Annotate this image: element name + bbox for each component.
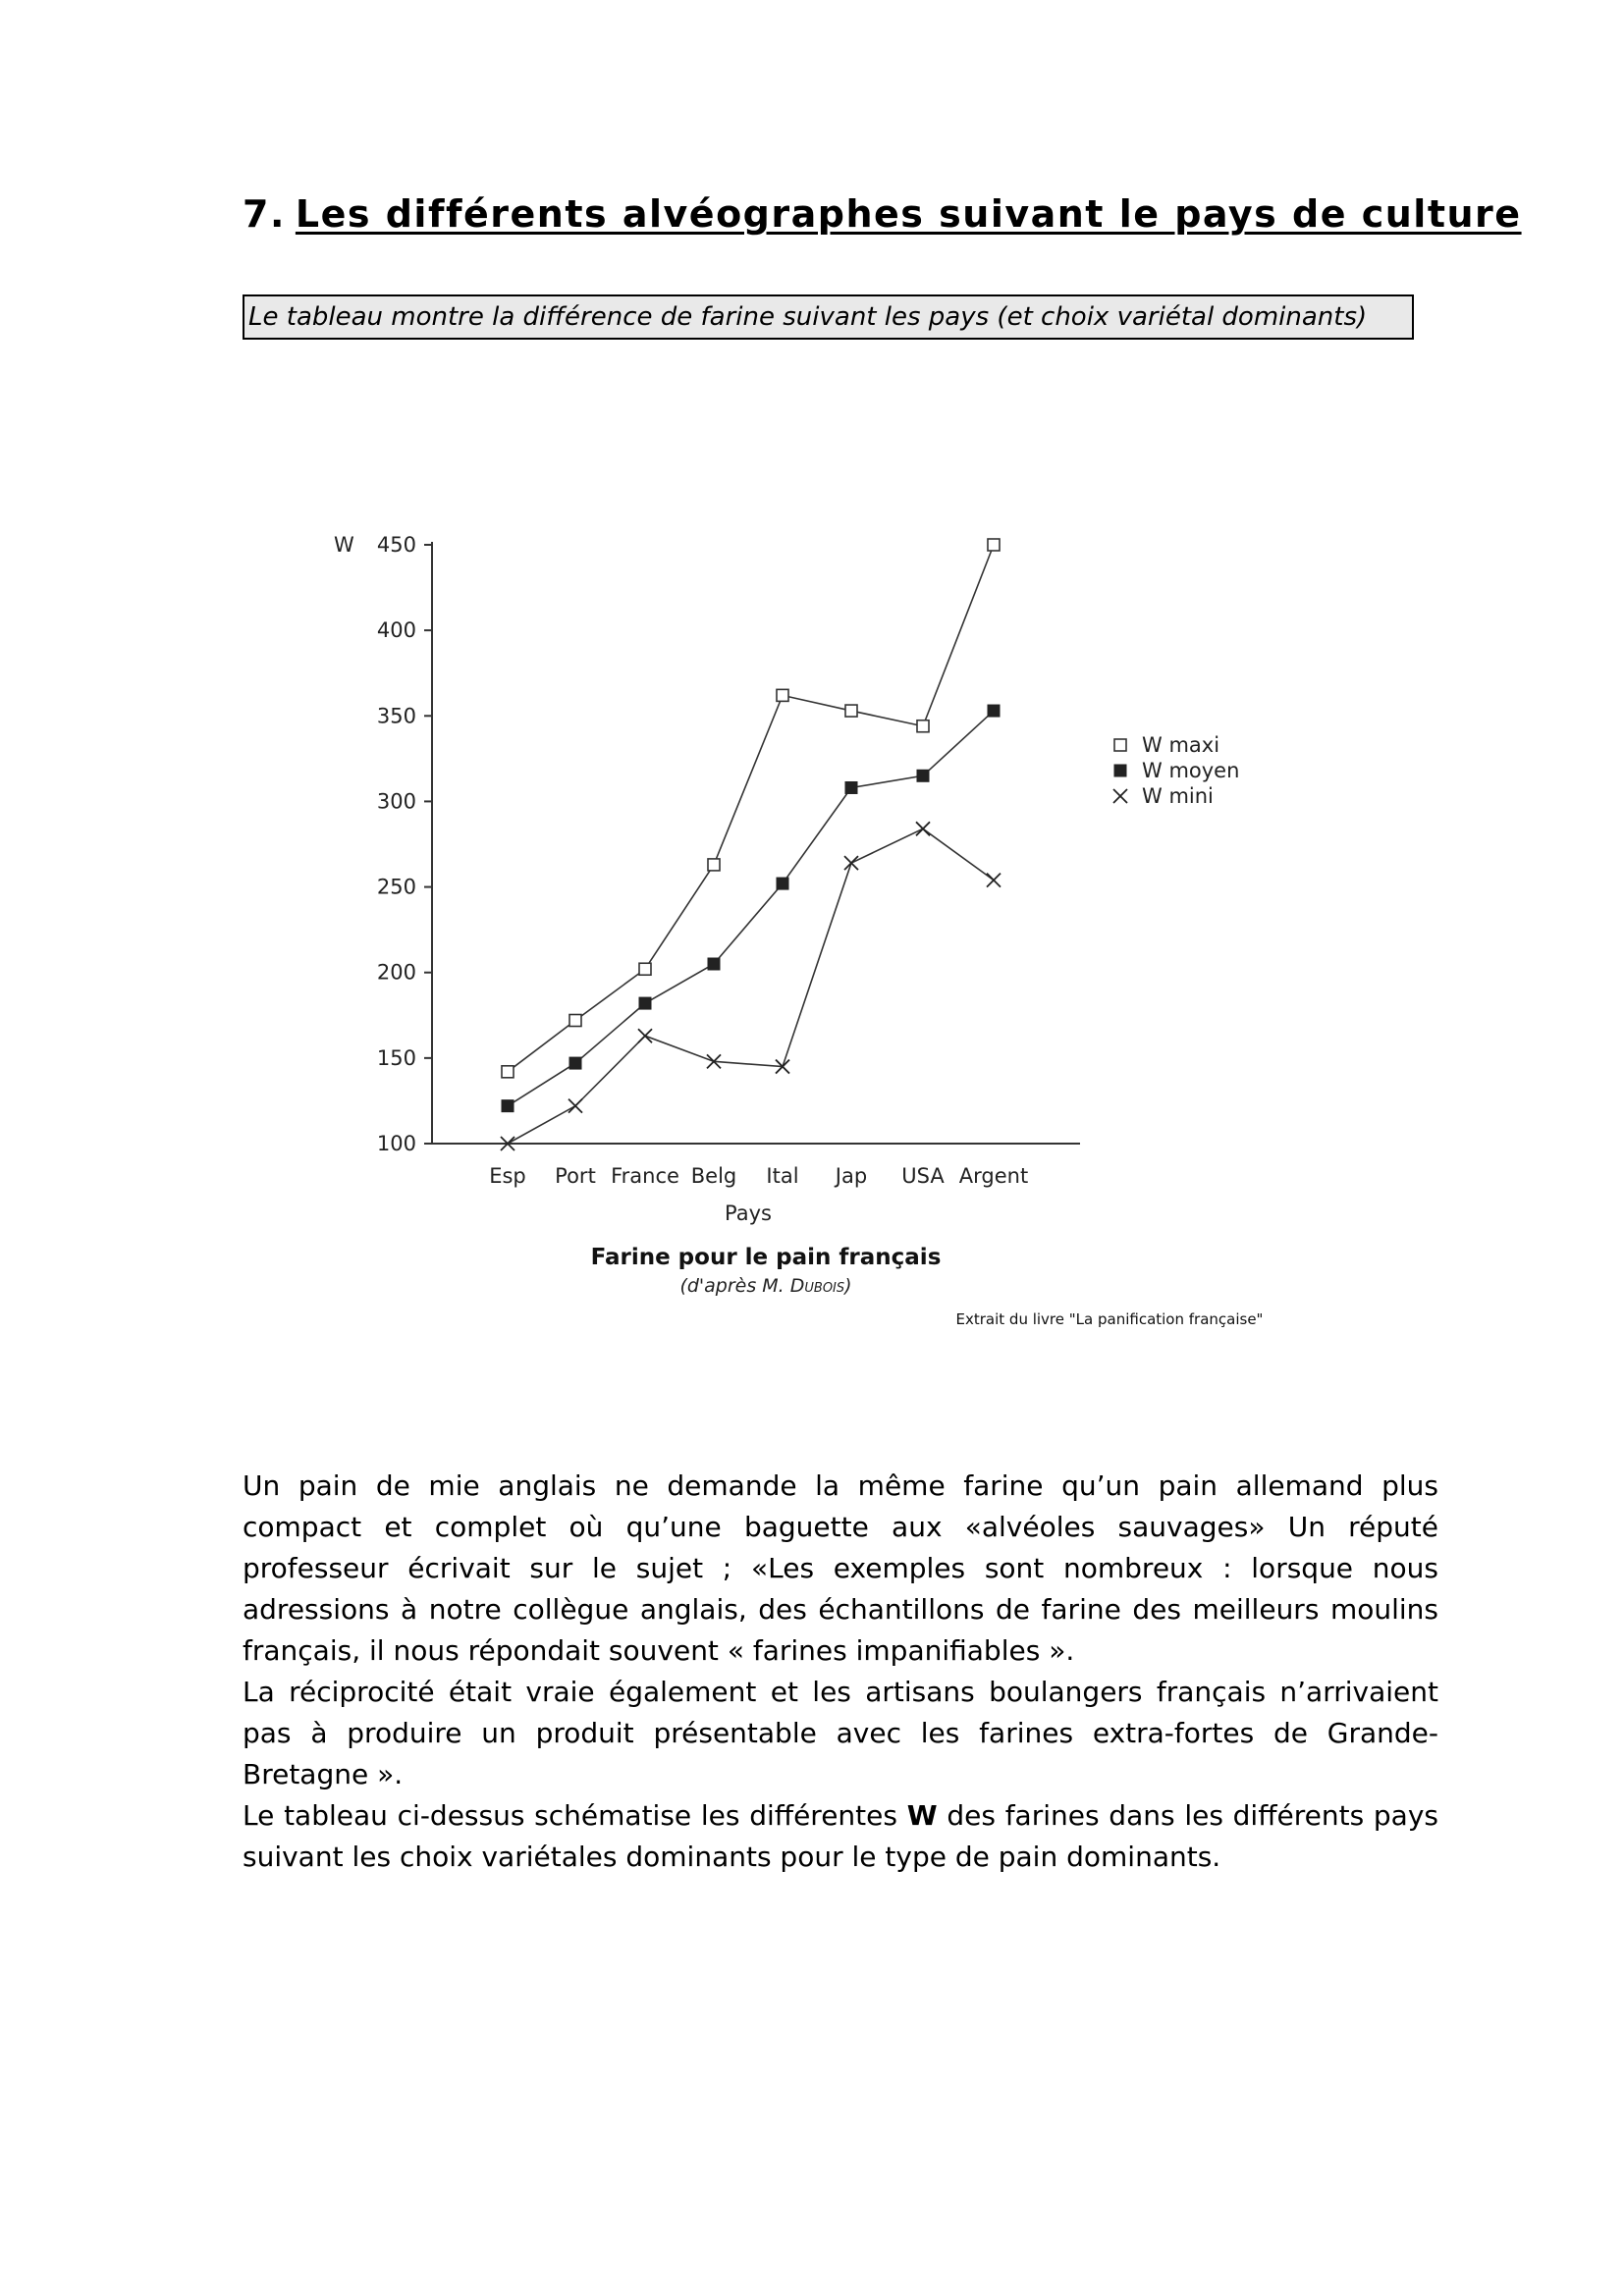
data-point-1-2 [569, 1015, 581, 1027]
y-tick-label: 150 [376, 1045, 416, 1070]
y-tick-label: 450 [376, 533, 416, 557]
x-axis-label: Pays [725, 1201, 772, 1225]
legend-marker-2 [1114, 765, 1126, 776]
y-tick-label: 400 [376, 618, 416, 643]
section-title: Les différents alvéographes suivant le pays de culture [295, 192, 1522, 236]
y-tick-label: 300 [376, 789, 416, 814]
chart-caption: Le tableau montre la différence de farine suivant les pays (et choix variétal dominants) [243, 294, 1414, 340]
chart-legend [1113, 733, 1239, 808]
x-tick-label: France [611, 1164, 679, 1188]
y-tick-label: 200 [376, 960, 416, 985]
series-line-1 [508, 545, 994, 1072]
chart-subtitle: (d'après M. Dubois) [679, 1275, 852, 1297]
legend-marker-3 [1113, 789, 1127, 803]
data-point-3-6 [844, 856, 858, 870]
x-tick-label: Port [555, 1164, 596, 1188]
data-point-1-8 [988, 539, 1000, 551]
y-axis-label: W [334, 533, 354, 557]
data-point-2-1 [502, 1100, 514, 1112]
data-point-1-1 [502, 1066, 514, 1078]
data-point-1-3 [639, 963, 651, 975]
series-line-3 [508, 828, 994, 1144]
data-point-1-7 [917, 721, 929, 732]
data-point-3-8 [987, 874, 1001, 887]
paragraph-3: Le tableau ci-dessus schématise les différentes W des farines dans les différents pays suivant les choix variétales dominants pour le type de pain dominants. [243, 1799, 1439, 1873]
y-tick-label: 250 [376, 875, 416, 899]
chart-subtitle-name: Dubois [789, 1275, 845, 1297]
data-point-2-8 [988, 705, 1000, 717]
data-point-2-7 [917, 770, 929, 781]
data-point-2-5 [777, 878, 788, 889]
data-point-3-2 [568, 1099, 582, 1113]
data-point-2-2 [569, 1057, 581, 1069]
data-point-1-5 [777, 689, 788, 701]
legend-label-2: W moyen [1142, 759, 1240, 782]
y-tick-label: 350 [376, 704, 416, 728]
x-tick-label: USA [901, 1164, 945, 1188]
w-emphasis: W [906, 1799, 938, 1832]
legend-marker-1 [1114, 739, 1126, 751]
data-point-2-4 [708, 958, 720, 970]
x-tick-label: Belg [690, 1164, 737, 1188]
data-point-3-7 [916, 822, 930, 835]
legend-label-1: W maxi [1142, 733, 1220, 757]
data-point-2-3 [639, 997, 651, 1009]
x-tick-label: Ital [766, 1164, 799, 1188]
y-tick-label: 100 [376, 1132, 416, 1155]
x-tick-label: Esp [489, 1164, 526, 1188]
x-tick-label: Argent [958, 1164, 1029, 1188]
data-point-2-6 [845, 781, 857, 793]
x-tick-label: Jap [835, 1164, 868, 1188]
chart-title: Farine pour le pain français [590, 1245, 942, 1270]
paragraph-2: La réciprocité était vraie également et les artisans boulangers français n’arrivaient pas à produire un produit présentable avec les farines extra-fortes de Grande-Bretagne ». [243, 1676, 1438, 1790]
data-point-1-4 [708, 859, 720, 871]
legend-label-3: W mini [1142, 784, 1214, 808]
paragraph-1: Un pain de mie anglais ne demande la même farine qu’un pain allemand plus compact et complet où qu’une baguette aux «alvéoles sauvages» Un réputé professeur écrivait sur le sujet ; «Les exemples sont nombreux : lorsque nous adressions à notre collègue anglais, des échantillons de farine des meilleurs moulins français, il nous répondait souvent « farines impanifiables ». [243, 1469, 1438, 1667]
chart-markers [501, 539, 1001, 1150]
chart-lines [508, 545, 994, 1144]
chart-axes [334, 533, 1080, 1225]
data-point-1-6 [845, 705, 857, 717]
body-text [243, 1466, 1438, 1878]
chart-source-credit: Extrait du livre "La panification française" [955, 1310, 1264, 1328]
data-point-3-3 [638, 1029, 652, 1042]
section-number: 7. [243, 192, 286, 236]
